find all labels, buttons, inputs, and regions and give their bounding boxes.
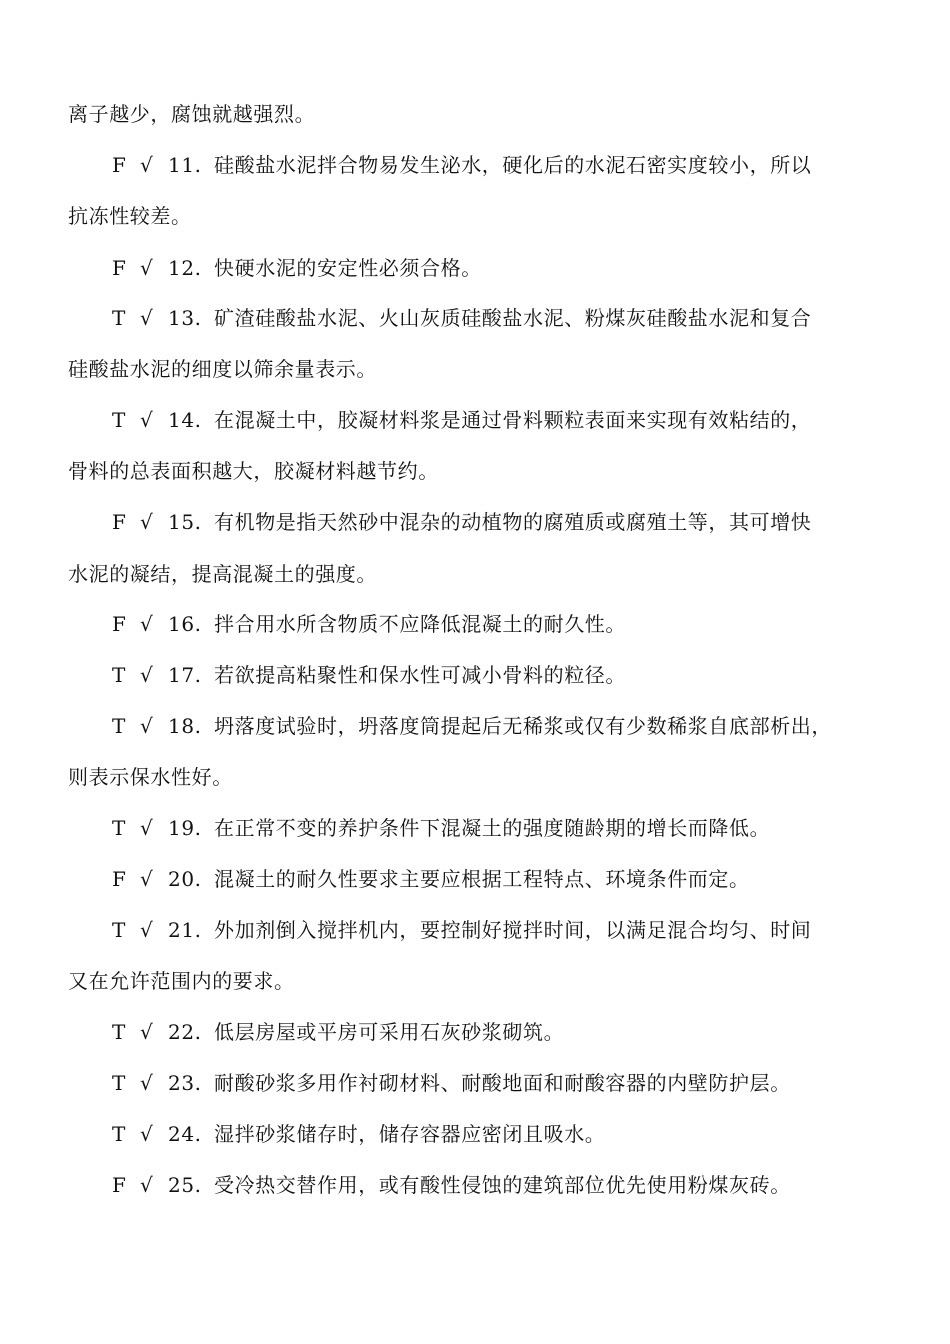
question-17 [112, 661, 932, 689]
check-mark: √ [140, 408, 154, 432]
answer-mark: T [112, 1071, 126, 1095]
question-text: 混凝土的耐久性要求主要应根据工程特点、环境条件而定。 [214, 867, 750, 891]
answer-mark: T [112, 714, 126, 738]
paragraph-continuation: 离子越少，腐蚀就越强烈。 [68, 102, 316, 126]
question-number: 15. [168, 510, 202, 534]
question-15-continuation: 水泥的凝结，提高混凝土的强度。 [68, 562, 377, 586]
question-23 [112, 1069, 932, 1097]
question-number: 13. [168, 306, 202, 330]
question-16 [112, 610, 932, 638]
question-text: 在正常不变的养护条件下混凝土的强度随龄期的增长而降低。 [214, 816, 771, 840]
question-14-continuation: 骨料的总表面积越大，胶凝材料越节约。 [68, 459, 439, 483]
question-24 [112, 1120, 932, 1148]
question-14 [112, 406, 932, 434]
question-text: 湿拌砂浆储存时，储存容器应密闭且吸水。 [214, 1122, 606, 1146]
answer-mark: F [112, 510, 127, 534]
check-mark: √ [140, 612, 154, 636]
question-25 [112, 1171, 932, 1199]
check-mark: √ [140, 1173, 154, 1197]
question-text: 受冷热交替作用，或有酸性侵蚀的建筑部位优先使用粉煤灰砖。 [214, 1173, 791, 1197]
question-11 [112, 151, 932, 179]
answer-mark: T [112, 1020, 126, 1044]
question-number: 20. [168, 867, 202, 891]
answer-mark: F [112, 153, 127, 177]
answer-mark: T [112, 918, 126, 942]
check-mark: √ [140, 1020, 154, 1044]
answer-mark: T [112, 663, 126, 687]
check-mark: √ [140, 153, 154, 177]
answer-mark: T [112, 306, 126, 330]
question-text: 耐酸砂浆多用作衬砌材料、耐酸地面和耐酸容器的内壁防护层。 [214, 1071, 791, 1095]
question-text: 若欲提高粘聚性和保水性可减小骨料的粒径。 [214, 663, 626, 687]
question-19 [112, 814, 932, 842]
question-20 [112, 865, 932, 893]
answer-mark: T [112, 1122, 126, 1146]
question-number: 16. [168, 612, 202, 636]
question-text: 矿渣硅酸盐水泥、火山灰质硅酸盐水泥、粉煤灰硅酸盐水泥和复合 [214, 306, 812, 330]
question-number: 23. [168, 1071, 202, 1095]
question-text: 有机物是指天然砂中混杂的动植物的腐殖质或腐殖土等，其可增快 [214, 510, 812, 534]
question-21-continuation: 又在允许范围内的要求。 [68, 969, 295, 993]
question-number: 11. [168, 153, 202, 177]
question-text: 拌合用水所含物质不应降低混凝土的耐久性。 [214, 612, 626, 636]
check-mark: √ [140, 714, 154, 738]
question-21 [112, 916, 932, 944]
answer-mark: F [112, 256, 127, 280]
question-22 [112, 1018, 932, 1046]
question-number: 24. [168, 1122, 202, 1146]
check-mark: √ [140, 510, 154, 534]
check-mark: √ [140, 1071, 154, 1095]
question-number: 22. [168, 1020, 202, 1044]
check-mark: √ [140, 867, 154, 891]
check-mark: √ [140, 1122, 154, 1146]
question-18-continuation: 则表示保水性好。 [68, 765, 233, 789]
question-number: 19. [168, 816, 202, 840]
answer-mark: T [112, 408, 126, 432]
question-text: 外加剂倒入搅拌机内，要控制好搅拌时间，以满足混合均匀、时间 [214, 918, 812, 942]
question-text: 在混凝土中，胶凝材料浆是通过骨料颗粒表面来实现有效粘结的， [214, 408, 812, 432]
check-mark: √ [140, 816, 154, 840]
question-text: 快硬水泥的安定性必须合格。 [214, 256, 482, 280]
question-11-continuation: 抗冻性较差。 [68, 204, 192, 228]
question-text: 硅酸盐水泥拌合物易发生泌水，硬化后的水泥石密实度较小，所以 [214, 153, 812, 177]
question-number: 21. [168, 918, 202, 942]
check-mark: √ [140, 663, 154, 687]
answer-mark: F [112, 1173, 127, 1197]
question-13 [112, 304, 932, 332]
check-mark: √ [140, 918, 154, 942]
question-number: 12. [168, 256, 202, 280]
question-12 [112, 254, 932, 282]
check-mark: √ [140, 256, 154, 280]
answer-mark: F [112, 612, 127, 636]
question-number: 18. [168, 714, 202, 738]
answer-mark: T [112, 816, 126, 840]
question-number: 25. [168, 1173, 202, 1197]
question-text: 低层房屋或平房可采用石灰砂浆砌筑。 [214, 1020, 565, 1044]
question-number: 14. [168, 408, 202, 432]
question-13-continuation: 硅酸盐水泥的细度以筛余量表示。 [68, 357, 377, 381]
question-18 [112, 712, 932, 740]
question-15 [112, 508, 932, 536]
question-number: 17. [168, 663, 202, 687]
question-text: 坍落度试验时，坍落度筒提起后无稀浆或仅有少数稀浆自底部析出， [214, 714, 832, 738]
check-mark: √ [140, 306, 154, 330]
answer-mark: F [112, 867, 127, 891]
